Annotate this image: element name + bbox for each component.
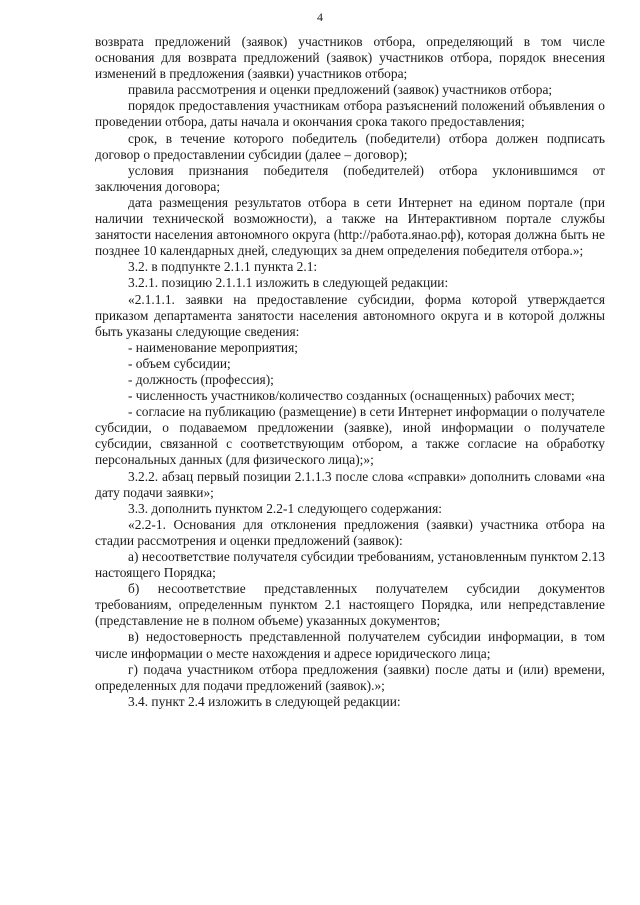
list-item: - наименование мероприятия; <box>128 339 298 355</box>
paragraph: «2.2-1. Основания для отклонения предложения (заявки) участника отбора на стадии рассмотрения и оценки предложений (заявок): <box>95 516 605 548</box>
list-item: - объем субсидии; <box>128 355 231 371</box>
list-item: - численность участников/количество созданных (оснащенных) рабочих мест; <box>128 388 575 404</box>
paragraph: правила рассмотрения и оценки предложений (заявок) участников отбора; <box>128 82 553 98</box>
paragraph: «2.1.1.1. заявки на предоставление субсидии, форма которой утверждается приказом департамента занятости населения автономного округа и в которой должны быть указаны следующие сведения: <box>95 291 605 339</box>
paragraph: а) несоответствие получателя субсидии требованиям, установленным пунктом 2.13 настоящего Порядка; <box>95 549 605 581</box>
paragraph: дата размещения результатов отбора в сети Интернет на едином портале (при наличии технической возможности), а также на Интерактивном портале службы занятости населения автономного округа (http://работа.янао.рф), которая должна быть не позднее 10 календарных дней, следующих за днем определения победителя отбора.»; <box>95 194 605 259</box>
document-body <box>95 34 605 710</box>
paragraph: условия признания победителя (победителей) отбора уклонившимся от заключения договора; <box>95 162 605 194</box>
list-item: - согласие на публикацию (размещение) в сети Интернет информации о получателе субсидии, о подаваемом предложении (заявке), иной информации о получателе субсидии, связанной с соответствующим отбором, а также согласие на обработку персональных данных (для физического лица);»; <box>95 404 605 468</box>
paragraph: в) недостоверность представленной получателем субсидии информации, в том числе информации о месте нахождения и адресе юридического лица; <box>95 629 605 661</box>
paragraph: порядок предоставления участникам отбора разъяснений положений объявления о проведении отбора, даты начала и окончания срока такого предоставления; <box>95 98 605 130</box>
paragraph: возврата предложений (заявок) участников отбора, определяющий в том числе основания для возврата предложений (заявок) участников отбора, порядок внесения изменений в предложения (заявки) участников отбора; <box>95 34 605 82</box>
paragraph: срок, в течение которого победитель (победители) отбора должен подписать договор о предоставлении субсидии (далее – договор); <box>95 130 605 162</box>
paragraph: г) подача участником отбора предложения (заявки) после даты и (или) времени, определенных для подачи предложений (заявок).»; <box>95 661 605 693</box>
paragraph: 3.2.1. позицию 2.1.1.1 изложить в следующей редакции: <box>128 275 449 291</box>
paragraph: 3.3. дополнить пунктом 2.2-1 следующего содержания: <box>128 500 442 516</box>
paragraph: 3.2. в подпункте 2.1.1 пункта 2.1: <box>128 259 318 275</box>
paragraph: б) несоответствие представленных получателем субсидии документов требованиям, определенным пунктом 2.1 настоящего Порядка, или непредставление (представление не в полном объеме) указанных документов; <box>95 581 605 629</box>
paragraph: 3.4. пункт 2.4 изложить в следующей редакции: <box>128 693 401 709</box>
page-number: 4 <box>317 10 323 24</box>
list-item: - должность (профессия); <box>128 371 274 387</box>
paragraph: 3.2.2. абзац первый позиции 2.1.1.3 после слова «справки» дополнить словами «на дату подачи заявки»; <box>95 468 605 500</box>
